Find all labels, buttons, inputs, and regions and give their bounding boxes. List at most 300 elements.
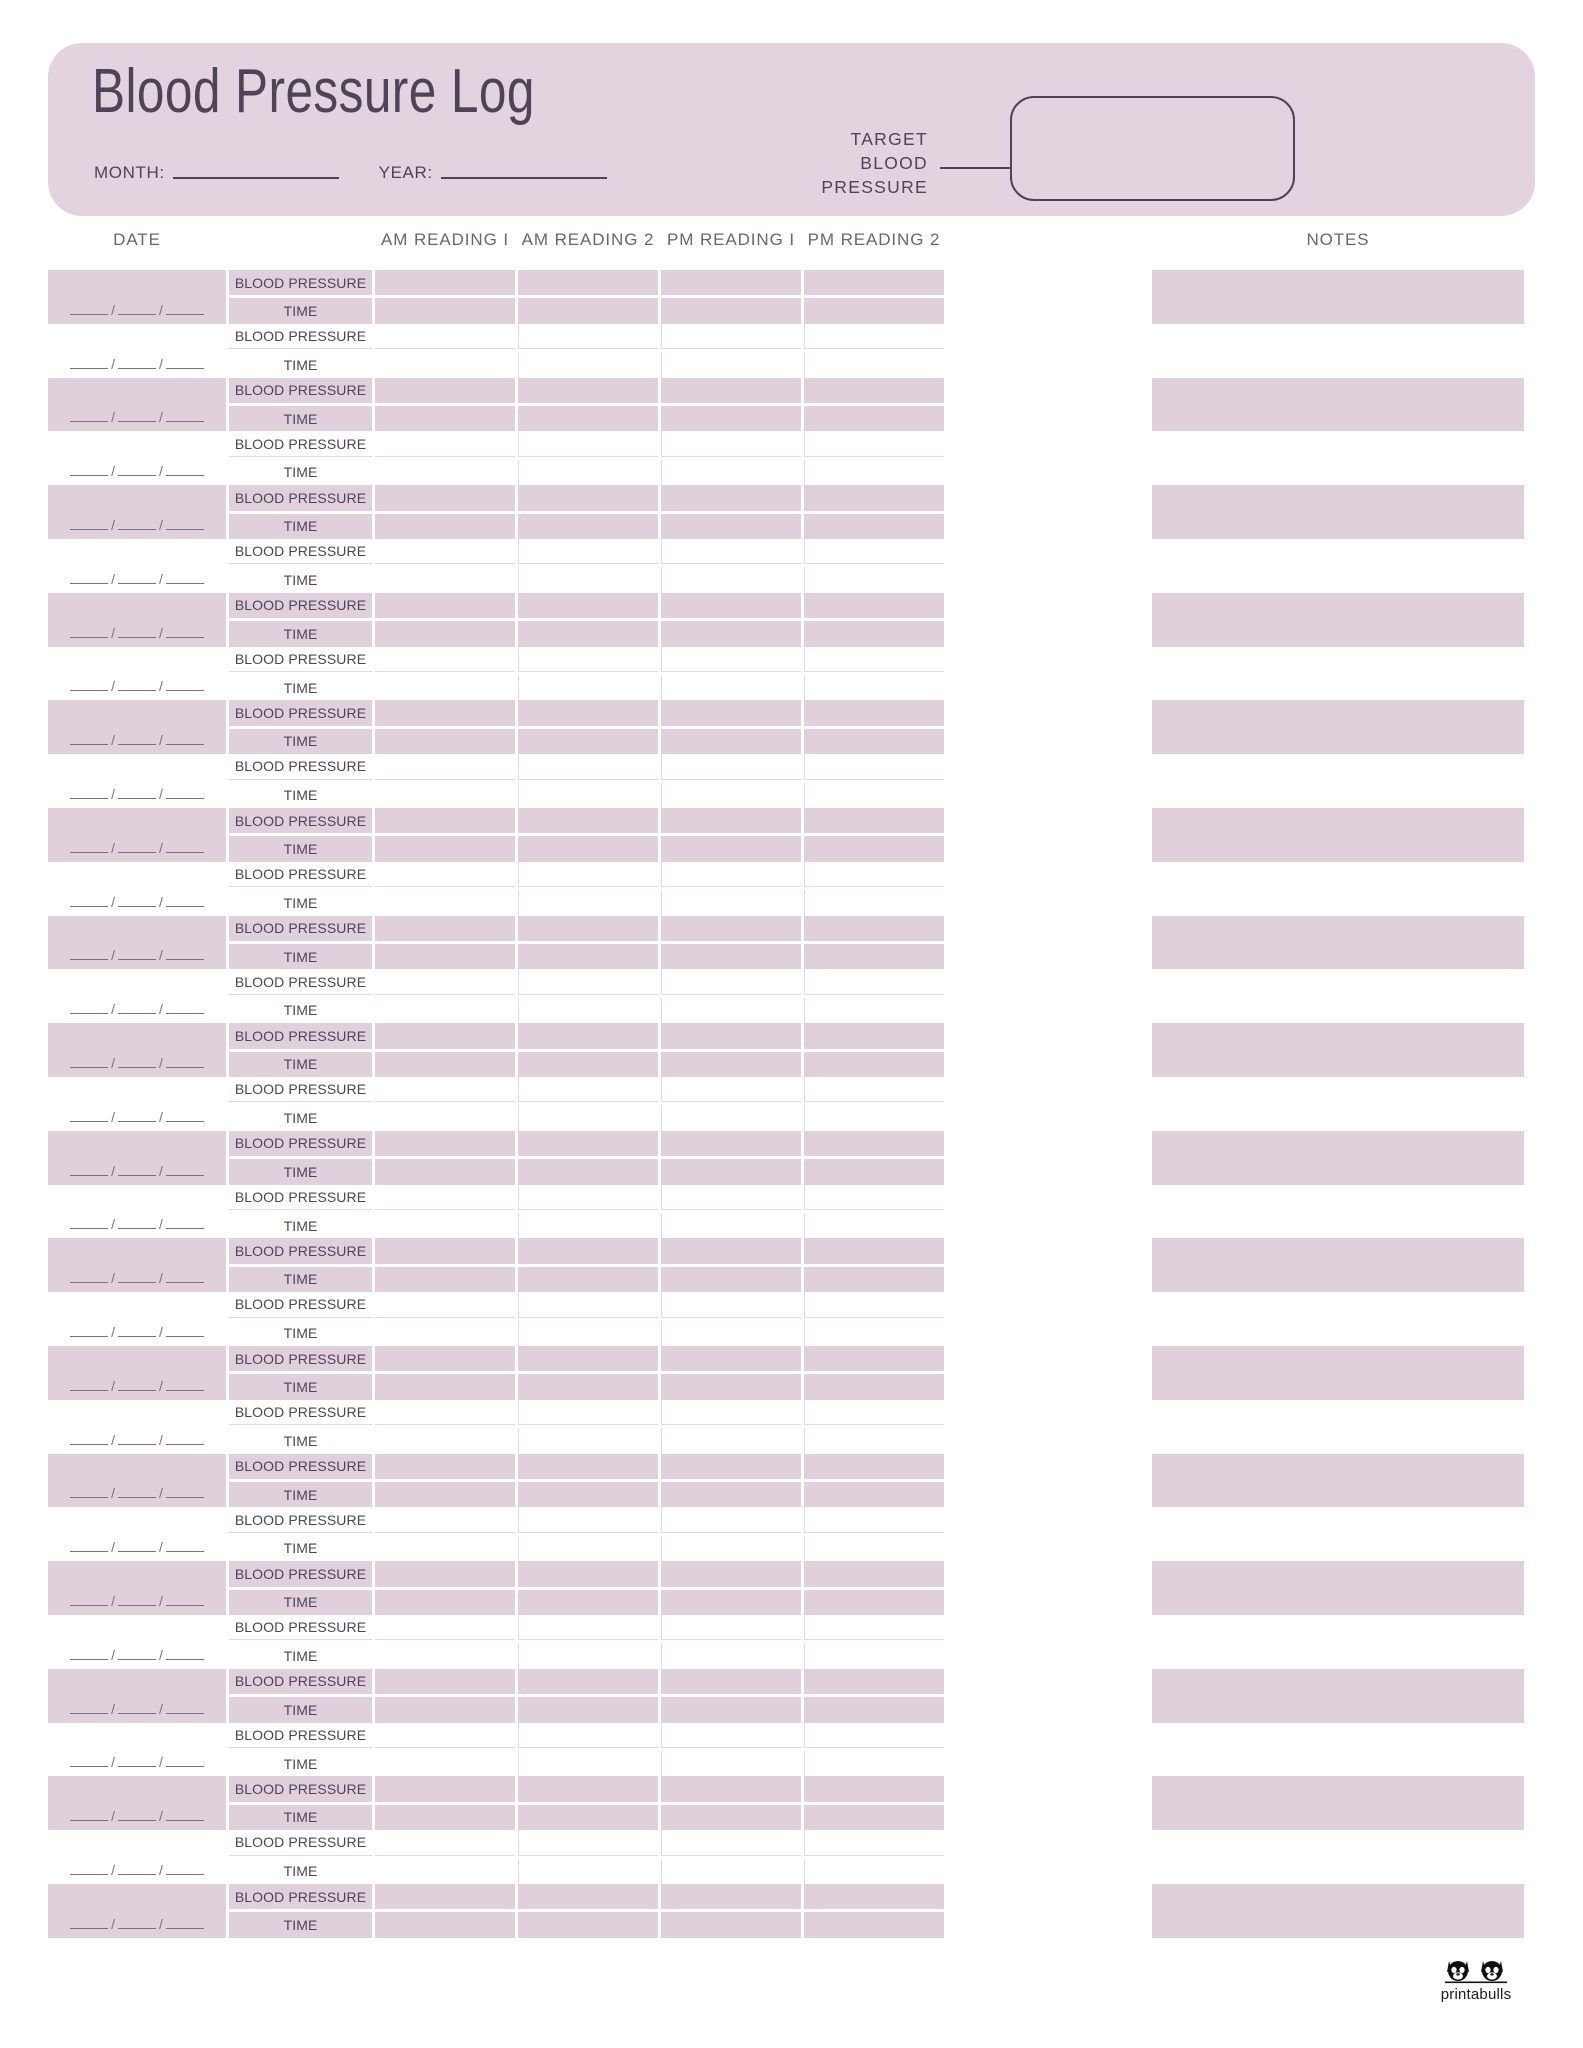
cell-notes[interactable] — [1152, 1507, 1524, 1561]
cell-am-reading-2-time[interactable] — [518, 1590, 658, 1615]
cell-pm-reading-2-bp[interactable] — [804, 754, 944, 779]
date-blank[interactable] — [166, 788, 204, 799]
cell-pm-reading-1-bp[interactable] — [661, 1669, 801, 1694]
date-cell[interactable] — [48, 1884, 226, 1938]
date-blank[interactable] — [70, 896, 108, 907]
date-blank[interactable] — [70, 1165, 108, 1176]
cell-pm-reading-1-time[interactable] — [661, 1805, 801, 1830]
cell-pm-reading-1-bp[interactable] — [661, 1400, 801, 1425]
cell-am-reading-1-bp[interactable] — [375, 916, 515, 941]
date-cell[interactable] — [48, 431, 226, 485]
cell-pm-reading-2-bp[interactable] — [804, 1454, 944, 1479]
cell-am-reading-1-bp[interactable] — [375, 808, 515, 833]
date-blank[interactable] — [166, 680, 204, 691]
cell-pm-reading-1-time[interactable] — [661, 1697, 801, 1722]
date-blank[interactable] — [118, 1810, 156, 1821]
cell-notes[interactable] — [1152, 1131, 1524, 1185]
cell-am-reading-2-bp[interactable] — [518, 1776, 658, 1801]
cell-pm-reading-2-bp[interactable] — [804, 1723, 944, 1748]
cell-pm-reading-2-time[interactable] — [804, 1536, 944, 1561]
cell-am-reading-2-bp[interactable] — [518, 593, 658, 618]
cell-notes[interactable] — [1152, 754, 1524, 808]
cell-am-reading-2-bp[interactable] — [518, 1561, 658, 1586]
year-input-rule[interactable] — [441, 177, 607, 179]
cell-notes[interactable] — [1152, 969, 1524, 1023]
date-blank[interactable] — [166, 519, 204, 530]
cell-pm-reading-2-time[interactable] — [804, 1859, 944, 1884]
cell-am-reading-2-time[interactable] — [518, 1159, 658, 1184]
date-blank[interactable] — [166, 465, 204, 476]
cell-am-reading-1-bp[interactable] — [375, 1023, 515, 1048]
cell-am-reading-2-bp[interactable] — [518, 270, 658, 295]
date-blank[interactable] — [70, 304, 108, 315]
date-blank[interactable] — [166, 1703, 204, 1714]
cell-pm-reading-1-time[interactable] — [661, 1267, 801, 1292]
cell-pm-reading-1-bp[interactable] — [661, 539, 801, 564]
cell-am-reading-1-time[interactable] — [375, 729, 515, 754]
cell-pm-reading-2-time[interactable] — [804, 1805, 944, 1830]
date-cell[interactable] — [48, 1346, 226, 1400]
date-blank[interactable] — [70, 1595, 108, 1606]
cell-pm-reading-2-time[interactable] — [804, 621, 944, 646]
date-blank[interactable] — [70, 627, 108, 638]
cell-am-reading-2-bp[interactable] — [518, 1400, 658, 1425]
cell-am-reading-1-time[interactable] — [375, 514, 515, 539]
cell-pm-reading-1-bp[interactable] — [661, 1454, 801, 1479]
cell-am-reading-1-time[interactable] — [375, 783, 515, 808]
date-blank[interactable] — [118, 1003, 156, 1014]
cell-pm-reading-2-time[interactable] — [804, 1213, 944, 1238]
date-cell[interactable] — [48, 916, 226, 970]
cell-am-reading-1-time[interactable] — [375, 1643, 515, 1668]
date-blank[interactable] — [118, 358, 156, 369]
cell-pm-reading-1-time[interactable] — [661, 1159, 801, 1184]
cell-pm-reading-1-time[interactable] — [661, 1428, 801, 1453]
cell-am-reading-2-time[interactable] — [518, 1267, 658, 1292]
cell-pm-reading-1-time[interactable] — [661, 890, 801, 915]
date-cell[interactable] — [48, 1507, 226, 1561]
cell-am-reading-1-time[interactable] — [375, 460, 515, 485]
cell-pm-reading-2-time[interactable] — [804, 675, 944, 700]
cell-am-reading-2-bp[interactable] — [518, 1723, 658, 1748]
cell-am-reading-1-bp[interactable] — [375, 378, 515, 403]
date-blank[interactable] — [118, 1595, 156, 1606]
cell-pm-reading-2-bp[interactable] — [804, 539, 944, 564]
cell-am-reading-2-bp[interactable] — [518, 485, 658, 510]
cell-pm-reading-1-bp[interactable] — [661, 700, 801, 725]
cell-am-reading-2-bp[interactable] — [518, 1023, 658, 1048]
cell-pm-reading-1-bp[interactable] — [661, 1615, 801, 1640]
date-blank[interactable] — [70, 1380, 108, 1391]
date-blank[interactable] — [118, 1756, 156, 1767]
date-blank[interactable] — [118, 1864, 156, 1875]
date-blank[interactable] — [166, 1864, 204, 1875]
cell-notes[interactable] — [1152, 1723, 1524, 1777]
cell-am-reading-1-bp[interactable] — [375, 1454, 515, 1479]
cell-am-reading-1-bp[interactable] — [375, 1185, 515, 1210]
cell-pm-reading-1-time[interactable] — [661, 1912, 801, 1937]
cell-am-reading-1-bp[interactable] — [375, 1400, 515, 1425]
cell-pm-reading-2-bp[interactable] — [804, 1615, 944, 1640]
date-blank[interactable] — [166, 1380, 204, 1391]
date-blank[interactable] — [70, 411, 108, 422]
date-blank[interactable] — [166, 842, 204, 853]
date-blank[interactable] — [70, 949, 108, 960]
cell-am-reading-1-time[interactable] — [375, 1052, 515, 1077]
cell-am-reading-2-time[interactable] — [518, 1321, 658, 1346]
cell-pm-reading-1-time[interactable] — [661, 406, 801, 431]
cell-am-reading-2-time[interactable] — [518, 621, 658, 646]
date-blank[interactable] — [118, 1218, 156, 1229]
cell-pm-reading-1-bp[interactable] — [661, 862, 801, 887]
date-blank[interactable] — [118, 1380, 156, 1391]
cell-pm-reading-2-bp[interactable] — [804, 1346, 944, 1371]
date-cell[interactable] — [48, 1830, 226, 1884]
cell-am-reading-2-time[interactable] — [518, 460, 658, 485]
date-blank[interactable] — [70, 1003, 108, 1014]
cell-pm-reading-1-time[interactable] — [661, 460, 801, 485]
cell-am-reading-1-bp[interactable] — [375, 647, 515, 672]
cell-pm-reading-2-time[interactable] — [804, 1052, 944, 1077]
cell-am-reading-1-bp[interactable] — [375, 1723, 515, 1748]
cell-pm-reading-1-bp[interactable] — [661, 270, 801, 295]
date-cell[interactable] — [48, 593, 226, 647]
cell-am-reading-2-time[interactable] — [518, 1482, 658, 1507]
cell-pm-reading-2-bp[interactable] — [804, 1131, 944, 1156]
cell-am-reading-1-time[interactable] — [375, 1105, 515, 1130]
cell-am-reading-2-bp[interactable] — [518, 1884, 658, 1909]
cell-am-reading-2-time[interactable] — [518, 1052, 658, 1077]
date-blank[interactable] — [166, 1165, 204, 1176]
date-blank[interactable] — [166, 411, 204, 422]
cell-am-reading-2-bp[interactable] — [518, 324, 658, 349]
cell-notes[interactable] — [1152, 1185, 1524, 1239]
date-blank[interactable] — [118, 411, 156, 422]
cell-am-reading-1-time[interactable] — [375, 1213, 515, 1238]
cell-pm-reading-2-bp[interactable] — [804, 270, 944, 295]
date-blank[interactable] — [166, 1810, 204, 1821]
date-blank[interactable] — [166, 949, 204, 960]
cell-am-reading-2-bp[interactable] — [518, 700, 658, 725]
cell-notes[interactable] — [1152, 1561, 1524, 1615]
date-cell[interactable] — [48, 1561, 226, 1615]
cell-pm-reading-1-time[interactable] — [661, 1536, 801, 1561]
date-blank[interactable] — [166, 1003, 204, 1014]
cell-pm-reading-2-bp[interactable] — [804, 1884, 944, 1909]
date-blank[interactable] — [166, 573, 204, 584]
cell-pm-reading-1-time[interactable] — [661, 1751, 801, 1776]
date-blank[interactable] — [118, 573, 156, 584]
date-blank[interactable] — [118, 1111, 156, 1122]
cell-am-reading-1-time[interactable] — [375, 1267, 515, 1292]
cell-am-reading-1-time[interactable] — [375, 1536, 515, 1561]
cell-pm-reading-2-bp[interactable] — [804, 1238, 944, 1263]
date-blank[interactable] — [166, 627, 204, 638]
cell-am-reading-1-bp[interactable] — [375, 1561, 515, 1586]
date-blank[interactable] — [118, 896, 156, 907]
cell-am-reading-1-time[interactable] — [375, 621, 515, 646]
date-cell[interactable] — [48, 700, 226, 754]
cell-pm-reading-1-bp[interactable] — [661, 1507, 801, 1532]
cell-pm-reading-1-bp[interactable] — [661, 485, 801, 510]
cell-pm-reading-1-time[interactable] — [661, 298, 801, 323]
cell-notes[interactable] — [1152, 593, 1524, 647]
cell-pm-reading-2-time[interactable] — [804, 1912, 944, 1937]
date-blank[interactable] — [70, 1326, 108, 1337]
cell-am-reading-2-time[interactable] — [518, 567, 658, 592]
cell-pm-reading-2-time[interactable] — [804, 1374, 944, 1399]
cell-am-reading-2-time[interactable] — [518, 998, 658, 1023]
cell-am-reading-1-bp[interactable] — [375, 270, 515, 295]
date-blank[interactable] — [166, 358, 204, 369]
cell-notes[interactable] — [1152, 916, 1524, 970]
cell-am-reading-1-bp[interactable] — [375, 1077, 515, 1102]
date-blank[interactable] — [118, 1434, 156, 1445]
cell-pm-reading-1-time[interactable] — [661, 1052, 801, 1077]
date-blank[interactable] — [166, 1595, 204, 1606]
cell-am-reading-2-bp[interactable] — [518, 647, 658, 672]
cell-pm-reading-2-time[interactable] — [804, 944, 944, 969]
date-cell[interactable] — [48, 1238, 226, 1292]
date-blank[interactable] — [70, 1918, 108, 1929]
cell-am-reading-2-bp[interactable] — [518, 1077, 658, 1102]
cell-pm-reading-2-bp[interactable] — [804, 647, 944, 672]
cell-notes[interactable] — [1152, 1776, 1524, 1830]
cell-am-reading-1-bp[interactable] — [375, 1238, 515, 1263]
cell-pm-reading-2-bp[interactable] — [804, 1776, 944, 1801]
cell-am-reading-2-time[interactable] — [518, 729, 658, 754]
cell-notes[interactable] — [1152, 270, 1524, 324]
cell-am-reading-2-time[interactable] — [518, 1536, 658, 1561]
cell-pm-reading-2-time[interactable] — [804, 1590, 944, 1615]
target-blood-pressure-box[interactable] — [1010, 96, 1295, 201]
cell-pm-reading-1-bp[interactable] — [661, 1292, 801, 1317]
cell-am-reading-1-time[interactable] — [375, 944, 515, 969]
cell-am-reading-1-bp[interactable] — [375, 969, 515, 994]
date-blank[interactable] — [118, 519, 156, 530]
date-blank[interactable] — [118, 1703, 156, 1714]
cell-notes[interactable] — [1152, 1023, 1524, 1077]
date-blank[interactable] — [70, 465, 108, 476]
cell-pm-reading-2-time[interactable] — [804, 514, 944, 539]
cell-pm-reading-1-bp[interactable] — [661, 1776, 801, 1801]
cell-notes[interactable] — [1152, 485, 1524, 539]
date-blank[interactable] — [166, 304, 204, 315]
cell-notes[interactable] — [1152, 1669, 1524, 1723]
date-blank[interactable] — [118, 627, 156, 638]
cell-pm-reading-1-bp[interactable] — [661, 1238, 801, 1263]
cell-am-reading-1-bp[interactable] — [375, 1615, 515, 1640]
cell-pm-reading-1-time[interactable] — [661, 1859, 801, 1884]
date-blank[interactable] — [70, 1864, 108, 1875]
cell-am-reading-1-time[interactable] — [375, 836, 515, 861]
date-blank[interactable] — [70, 734, 108, 745]
date-blank[interactable] — [70, 1111, 108, 1122]
cell-pm-reading-1-time[interactable] — [661, 567, 801, 592]
cell-am-reading-2-time[interactable] — [518, 1751, 658, 1776]
cell-am-reading-1-time[interactable] — [375, 1697, 515, 1722]
cell-pm-reading-2-time[interactable] — [804, 998, 944, 1023]
cell-pm-reading-1-bp[interactable] — [661, 378, 801, 403]
date-blank[interactable] — [118, 680, 156, 691]
cell-pm-reading-2-bp[interactable] — [804, 378, 944, 403]
cell-am-reading-1-time[interactable] — [375, 1374, 515, 1399]
cell-am-reading-2-time[interactable] — [518, 298, 658, 323]
cell-notes[interactable] — [1152, 1884, 1524, 1938]
cell-am-reading-2-time[interactable] — [518, 1213, 658, 1238]
cell-pm-reading-1-time[interactable] — [661, 675, 801, 700]
cell-pm-reading-2-bp[interactable] — [804, 485, 944, 510]
cell-notes[interactable] — [1152, 378, 1524, 432]
cell-pm-reading-2-bp[interactable] — [804, 916, 944, 941]
cell-pm-reading-1-bp[interactable] — [661, 1077, 801, 1102]
cell-pm-reading-1-time[interactable] — [661, 1105, 801, 1130]
date-blank[interactable] — [166, 1487, 204, 1498]
cell-am-reading-2-bp[interactable] — [518, 1615, 658, 1640]
date-cell[interactable] — [48, 485, 226, 539]
cell-am-reading-1-time[interactable] — [375, 1859, 515, 1884]
date-blank[interactable] — [118, 1918, 156, 1929]
cell-pm-reading-1-bp[interactable] — [661, 1023, 801, 1048]
date-blank[interactable] — [118, 842, 156, 853]
date-cell[interactable] — [48, 1292, 226, 1346]
date-blank[interactable] — [166, 896, 204, 907]
cell-pm-reading-2-bp[interactable] — [804, 431, 944, 456]
cell-pm-reading-2-time[interactable] — [804, 406, 944, 431]
date-cell[interactable] — [48, 539, 226, 593]
cell-pm-reading-1-bp[interactable] — [661, 593, 801, 618]
date-blank[interactable] — [118, 1541, 156, 1552]
cell-pm-reading-1-bp[interactable] — [661, 324, 801, 349]
cell-pm-reading-1-time[interactable] — [661, 998, 801, 1023]
date-cell[interactable] — [48, 1454, 226, 1508]
cell-am-reading-1-bp[interactable] — [375, 1292, 515, 1317]
cell-pm-reading-1-time[interactable] — [661, 1482, 801, 1507]
date-blank[interactable] — [118, 1326, 156, 1337]
cell-notes[interactable] — [1152, 1238, 1524, 1292]
date-blank[interactable] — [70, 1057, 108, 1068]
cell-am-reading-2-time[interactable] — [518, 1805, 658, 1830]
cell-pm-reading-2-bp[interactable] — [804, 700, 944, 725]
cell-pm-reading-2-bp[interactable] — [804, 1507, 944, 1532]
cell-pm-reading-2-bp[interactable] — [804, 1185, 944, 1210]
cell-pm-reading-1-time[interactable] — [661, 944, 801, 969]
date-cell[interactable] — [48, 969, 226, 1023]
cell-pm-reading-2-bp[interactable] — [804, 1830, 944, 1855]
cell-notes[interactable] — [1152, 647, 1524, 701]
cell-pm-reading-2-time[interactable] — [804, 352, 944, 377]
cell-am-reading-2-time[interactable] — [518, 352, 658, 377]
cell-notes[interactable] — [1152, 700, 1524, 754]
cell-am-reading-1-time[interactable] — [375, 1159, 515, 1184]
cell-pm-reading-1-time[interactable] — [661, 514, 801, 539]
date-blank[interactable] — [166, 1272, 204, 1283]
cell-notes[interactable] — [1152, 539, 1524, 593]
cell-am-reading-1-bp[interactable] — [375, 1884, 515, 1909]
cell-am-reading-2-time[interactable] — [518, 1697, 658, 1722]
cell-am-reading-2-bp[interactable] — [518, 378, 658, 403]
cell-pm-reading-1-bp[interactable] — [661, 1884, 801, 1909]
cell-am-reading-1-bp[interactable] — [375, 1776, 515, 1801]
cell-pm-reading-2-bp[interactable] — [804, 1561, 944, 1586]
date-blank[interactable] — [70, 1272, 108, 1283]
cell-am-reading-2-time[interactable] — [518, 890, 658, 915]
cell-pm-reading-1-time[interactable] — [661, 1590, 801, 1615]
date-cell[interactable] — [48, 378, 226, 432]
cell-am-reading-2-time[interactable] — [518, 1105, 658, 1130]
date-cell[interactable] — [48, 1131, 226, 1185]
date-cell[interactable] — [48, 1400, 226, 1454]
cell-pm-reading-2-bp[interactable] — [804, 593, 944, 618]
date-blank[interactable] — [118, 949, 156, 960]
cell-pm-reading-1-bp[interactable] — [661, 1723, 801, 1748]
date-blank[interactable] — [166, 1434, 204, 1445]
cell-pm-reading-2-time[interactable] — [804, 1643, 944, 1668]
cell-am-reading-1-bp[interactable] — [375, 593, 515, 618]
cell-am-reading-1-time[interactable] — [375, 1321, 515, 1346]
cell-am-reading-2-time[interactable] — [518, 1859, 658, 1884]
date-cell[interactable] — [48, 1077, 226, 1131]
cell-am-reading-2-bp[interactable] — [518, 1185, 658, 1210]
cell-pm-reading-2-time[interactable] — [804, 890, 944, 915]
date-cell[interactable] — [48, 324, 226, 378]
cell-pm-reading-2-time[interactable] — [804, 460, 944, 485]
cell-am-reading-2-bp[interactable] — [518, 431, 658, 456]
cell-pm-reading-1-bp[interactable] — [661, 1830, 801, 1855]
cell-am-reading-2-bp[interactable] — [518, 1238, 658, 1263]
cell-pm-reading-2-bp[interactable] — [804, 808, 944, 833]
cell-pm-reading-1-time[interactable] — [661, 352, 801, 377]
cell-notes[interactable] — [1152, 324, 1524, 378]
cell-am-reading-2-bp[interactable] — [518, 862, 658, 887]
cell-am-reading-1-bp[interactable] — [375, 1507, 515, 1532]
cell-pm-reading-2-time[interactable] — [804, 567, 944, 592]
cell-am-reading-2-time[interactable] — [518, 1912, 658, 1937]
cell-am-reading-1-time[interactable] — [375, 1482, 515, 1507]
cell-pm-reading-2-time[interactable] — [804, 1321, 944, 1346]
date-cell[interactable] — [48, 1615, 226, 1669]
date-blank[interactable] — [118, 734, 156, 745]
cell-am-reading-2-time[interactable] — [518, 944, 658, 969]
cell-notes[interactable] — [1152, 1615, 1524, 1669]
cell-pm-reading-2-bp[interactable] — [804, 969, 944, 994]
cell-am-reading-1-bp[interactable] — [375, 485, 515, 510]
date-blank[interactable] — [70, 1487, 108, 1498]
cell-pm-reading-2-time[interactable] — [804, 1482, 944, 1507]
cell-am-reading-2-bp[interactable] — [518, 1292, 658, 1317]
cell-pm-reading-1-bp[interactable] — [661, 969, 801, 994]
cell-pm-reading-1-time[interactable] — [661, 621, 801, 646]
cell-am-reading-1-bp[interactable] — [375, 1830, 515, 1855]
cell-am-reading-2-time[interactable] — [518, 675, 658, 700]
cell-pm-reading-2-time[interactable] — [804, 1751, 944, 1776]
date-blank[interactable] — [166, 734, 204, 745]
cell-notes[interactable] — [1152, 1830, 1524, 1884]
cell-am-reading-1-bp[interactable] — [375, 1131, 515, 1156]
cell-pm-reading-1-bp[interactable] — [661, 754, 801, 779]
cell-pm-reading-2-bp[interactable] — [804, 862, 944, 887]
cell-pm-reading-1-bp[interactable] — [661, 1346, 801, 1371]
date-blank[interactable] — [118, 1272, 156, 1283]
cell-pm-reading-2-bp[interactable] — [804, 324, 944, 349]
cell-notes[interactable] — [1152, 1400, 1524, 1454]
cell-am-reading-1-time[interactable] — [375, 1590, 515, 1615]
date-blank[interactable] — [70, 358, 108, 369]
date-cell[interactable] — [48, 270, 226, 324]
date-blank[interactable] — [70, 519, 108, 530]
cell-am-reading-2-time[interactable] — [518, 1428, 658, 1453]
date-blank[interactable] — [166, 1756, 204, 1767]
